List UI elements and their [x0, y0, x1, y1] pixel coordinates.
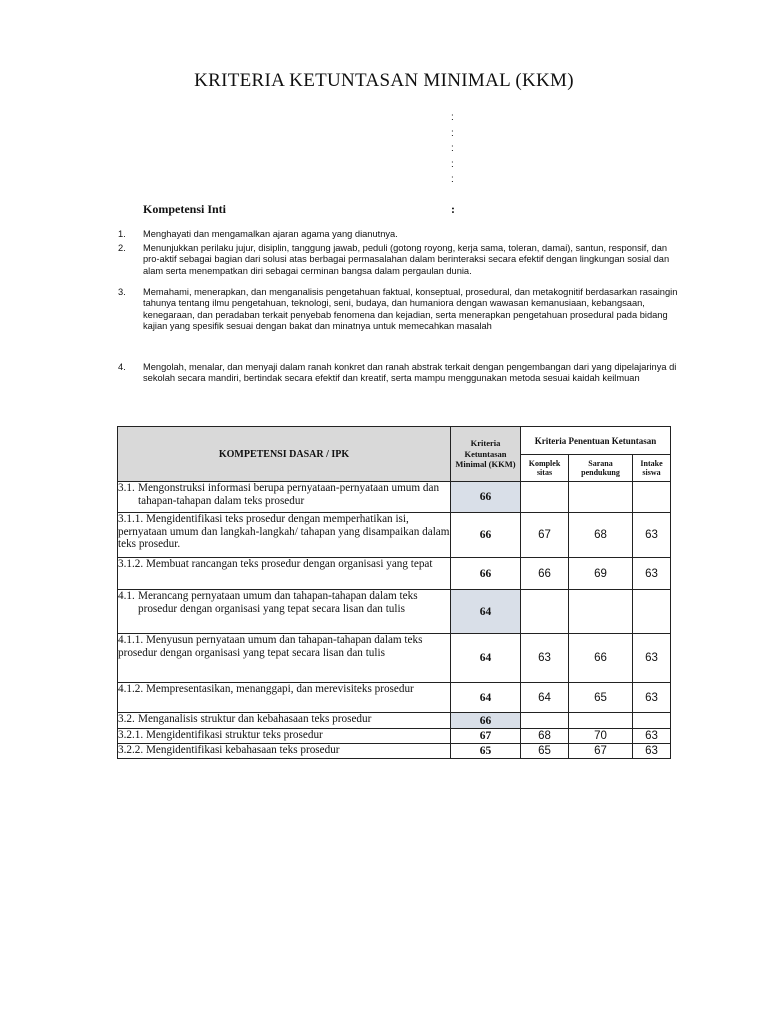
kkm-value: 66 — [451, 713, 521, 729]
ipk-text: 3.2.1. Mengidentifikasi struktur teks prosedur — [118, 729, 451, 744]
kd-number: 4.1. — [118, 590, 135, 602]
kd-cell — [118, 713, 451, 729]
table-row — [118, 729, 671, 744]
kd-number: 3.1. — [118, 482, 135, 494]
kkm-value: 66 — [451, 513, 521, 558]
table-row — [118, 744, 671, 759]
item-number: 3. — [118, 287, 126, 297]
kkm-value: 66 — [451, 482, 521, 513]
kompetensi-inti-item — [118, 287, 678, 333]
kompleksitas-value — [521, 482, 569, 513]
item-number: 1. — [118, 229, 126, 239]
kompleksitas-value — [521, 590, 569, 634]
kd-cell — [118, 482, 451, 513]
header-colon: : — [451, 143, 454, 154]
sarana-value: 70 — [569, 729, 633, 744]
kompleksitas-value: 63 — [521, 634, 569, 683]
header-kkm: Kriteria Ketuntasan Minimal (KKM) — [451, 427, 521, 482]
header-colon: : — [451, 174, 454, 185]
header-colon: : — [451, 127, 454, 139]
kd-text: Merancang pernyataan umum dan tahapan-tahapan dalam teks prosedur dengan organisasi yang tepat secara lisan dan tulis — [138, 590, 418, 615]
header-kriteria-penentuan: Kriteria Penentuan Ketuntasan — [521, 427, 671, 455]
table-row — [118, 634, 671, 683]
kd-text: Menganalisis struktur dan kebahasaan teks prosedur — [138, 713, 372, 725]
intake-value: 63 — [633, 513, 671, 558]
header-kd-ipk: KOMPETENSI DASAR / IPK — [118, 427, 451, 482]
intake-value: 63 — [633, 634, 671, 683]
header-info-colons — [451, 110, 454, 188]
kompetensi-inti-item — [118, 362, 678, 385]
ipk-text: 4.1.2. Mempresentasikan, menanggapi, dan merevisiteks prosedur — [118, 683, 451, 713]
table-row — [118, 590, 671, 634]
intake-value — [633, 482, 671, 513]
sarana-value: 69 — [569, 558, 633, 590]
sarana-value — [569, 590, 633, 634]
kompleksitas-value: 66 — [521, 558, 569, 590]
kkm-value: 64 — [451, 634, 521, 683]
header-kompleksitas: Komplek sitas — [521, 455, 569, 482]
kkm-table — [117, 426, 671, 759]
table-row — [118, 558, 671, 590]
ipk-text: 3.2.2. Mengidentifikasi kebahasaan teks prosedur — [118, 744, 451, 759]
sarana-value: 67 — [569, 744, 633, 759]
kd-text: Mengonstruksi informasi berupa pernyataan-pernyataan umum dan tahapan-tahapan dalam teks prosedur — [138, 482, 440, 507]
table-row — [118, 683, 671, 713]
table-row — [118, 513, 671, 558]
kkm-value: 64 — [451, 683, 521, 713]
document-title: KRITERIA KETUNTASAN MINIMAL (KKM) — [194, 70, 574, 91]
item-text: Menunjukkan perilaku jujur, disiplin, tanggung jawab, peduli (gotong royong, kerja sama, toleran, damai), santun, responsif, dan pro-aktif sebagai bagian dari solusi atas berbagai permasalahan dalam berinteraksi secara efektif dengan lingkungan sosial dan alam serta menempatkan diri sebagai cerminan bangsa dalam pergaulan dunia. — [143, 243, 670, 276]
sarana-value — [569, 713, 633, 729]
header-intake-siswa: Intake siswa — [633, 455, 671, 482]
item-text: Menghayati dan mengamalkan ajaran agama yang dianutnya. — [143, 229, 398, 239]
ipk-text: 4.1.1. Menyusun pernyataan umum dan tahapan-tahapan dalam teks prosedur dengan organisasi yang tepat secara lisan dan tulis — [118, 634, 451, 683]
kompetensi-inti-item — [118, 243, 678, 277]
kd-cell — [118, 590, 451, 634]
kkm-value: 64 — [451, 590, 521, 634]
item-text: Mengolah, menalar, dan menyaji dalam ranah konkret dan ranah abstrak terkait dengan pengembangan dari yang dipelajarinya di sekolah secara mandiri, bertindak secara efektif dan kreatif, serta mampu menggunakan metoda sesuai kaidah keilmuan — [143, 362, 677, 384]
kd-number: 3.2. — [118, 713, 135, 725]
kompleksitas-value: 65 — [521, 744, 569, 759]
table-row — [118, 713, 671, 729]
header-sarana-pendukung: Sarana pendukung — [569, 455, 633, 482]
kkm-value: 66 — [451, 558, 521, 590]
item-number: 2. — [118, 243, 126, 253]
intake-value: 63 — [633, 729, 671, 744]
kompleksitas-value: 64 — [521, 683, 569, 713]
intake-value: 63 — [633, 683, 671, 713]
kompleksitas-value: 68 — [521, 729, 569, 744]
sarana-value: 65 — [569, 683, 633, 713]
kompetensi-inti-colon: : — [451, 202, 455, 216]
kompetensi-inti-item — [118, 229, 678, 240]
intake-value — [633, 590, 671, 634]
sarana-value: 68 — [569, 513, 633, 558]
intake-value — [633, 713, 671, 729]
kkm-value: 65 — [451, 744, 521, 759]
header-colon: : — [451, 158, 454, 170]
sarana-value — [569, 482, 633, 513]
kkm-value: 67 — [451, 729, 521, 744]
intake-value: 63 — [633, 558, 671, 590]
header-colon: : — [451, 112, 454, 123]
kompleksitas-value — [521, 713, 569, 729]
ipk-text: 3.1.2. Membuat rancangan teks prosedur dengan organisasi yang tepat — [118, 558, 451, 590]
kompleksitas-value: 67 — [521, 513, 569, 558]
intake-value: 63 — [633, 744, 671, 759]
kompetensi-inti-label: Kompetensi Inti — [143, 202, 227, 216]
table-row — [118, 482, 671, 513]
ipk-text: 3.1.1. Mengidentifikasi teks prosedur dengan memperhatikan isi, pernyataan umum dan langkah-langkah/ tahapan yang disampaikan dalam teks prosedur. — [118, 513, 451, 558]
sarana-value: 66 — [569, 634, 633, 683]
item-text: Memahami, menerapkan, dan menganalisis pengetahuan faktual, konseptual, prosedural, dan metakognitif berdasarkan rasaingin tahunya tentang ilmu pengetahuan, teknologi, seni, budaya, dan humaniora dengan wawasan kemanusiaan, kebangsaan, kenegaraan, dan peradaban terkait penyebab fenomena dan kejadian, serta menerapkan pengetahuan prosedural pada bidang kajian yang spesifik sesuai dengan bakat dan minatnya untuk memecahkan masalah — [143, 287, 678, 332]
item-number: 4. — [118, 362, 126, 372]
